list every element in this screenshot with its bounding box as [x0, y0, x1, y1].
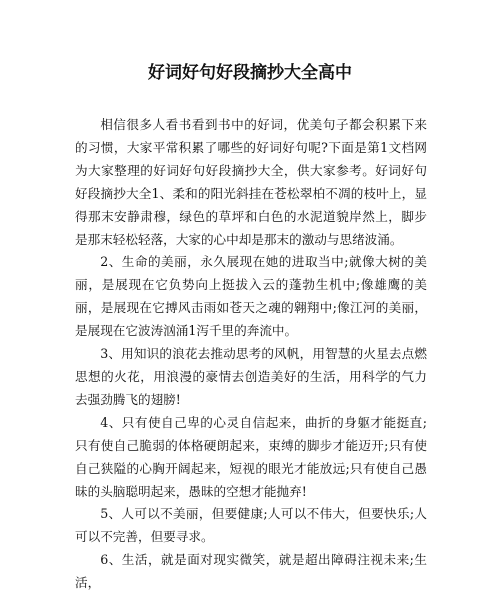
paragraph-intro: 相信很多人看书看到书中的好词，优美句子都会积累下来的习惯，大家平常积累了哪些的好词好句呢?下面是第1文档网为大家整理的好词好句好段摘抄大全，供大家参考。好词好句好段摘抄大全1、柔和的阳光斜挂在苍松翠柏不凋的枝叶上，显得那末安静肃穆，绿色的草坪和白色的水泥道貌岸然上，脚步是那末轻松轻落，大家的心中却是那末的激动与思绪波涌。 — [75, 117, 427, 247]
paragraph-3: 3、用知识的浪花去推动思考的风帆，用智慧的火星去点燃思想的火花，用浪漫的豪情去创造美好的生活，用科学的气力去强劲腾飞的翅膀! — [75, 346, 427, 407]
document-body — [75, 114, 427, 595]
paragraph-4: 4、只有使自己卑的心灵自信起来，曲折的身躯才能挺直;只有使自己脆弱的体格硬朗起来，束缚的脚步才能迈开;只有使自己狭隘的心胸开阔起来，短视的眼光才能放远;只有使自己愚昧的头脑聪明起来，愚昧的空想才能抛弃! — [75, 414, 427, 499]
document-title: 好词好句好段摘抄大全高中 — [148, 63, 352, 83]
paragraph-5: 5、人可以不美丽，但要健康;人可以不伟大，但要快乐;人可以不完善，但要寻求。 — [75, 506, 427, 545]
paragraph-6: 6、生活，就是面对现实微笑，就是超出障碍注视未来;生活， — [75, 552, 427, 591]
paragraph-2: 2、生命的美丽，永久展现在她的进取当中;就像大树的美丽，是展现在它负势向上挺拔入云的蓬勃生机中;像雄鹰的美丽，是展现在它搏风击雨如苍天之魂的翱翔中;像江河的美丽，是展现在它波涛汹涌1泻千里的奔流中。 — [75, 254, 427, 339]
